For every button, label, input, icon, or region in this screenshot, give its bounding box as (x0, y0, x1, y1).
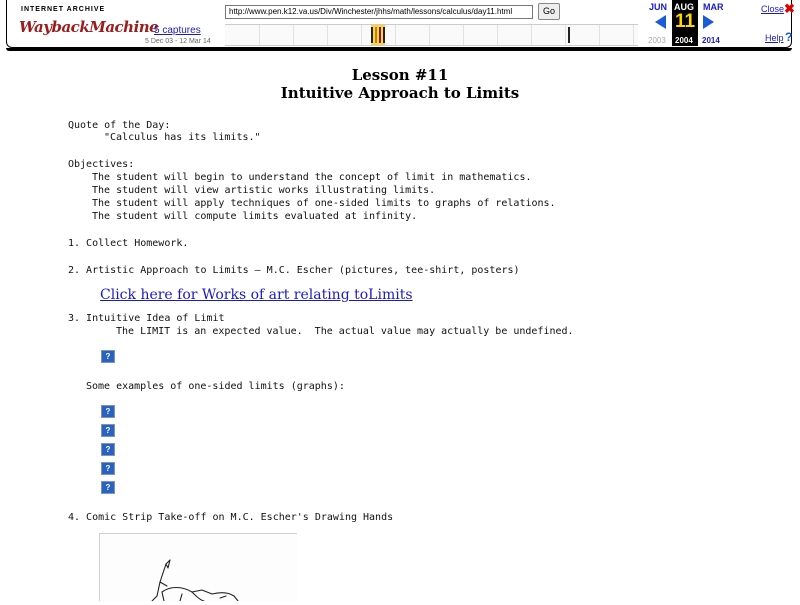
prev-capture-arrow-icon[interactable] (655, 15, 666, 29)
step-artistic-approach: 2. Artistic Approach to Limits — M.C. Escher (pictures, tee-shirt, posters) (68, 265, 520, 276)
broken-image-icon: ? (101, 443, 115, 456)
broken-image-icon: ? (101, 424, 115, 437)
current-month-label: AUG (674, 2, 694, 12)
wayback-logo[interactable] (19, 6, 159, 38)
objective-item: The student will apply techniques of one-sided limits to graphs of relations. (92, 198, 556, 209)
internet-archive-label: INTERNET ARCHIVE (21, 6, 106, 13)
works-of-art-link[interactable]: Click here for Works of art relating toLimits (100, 287, 413, 303)
wayback-machine-logo-text: WaybackMachine (19, 18, 159, 36)
timeline-capture[interactable] (568, 27, 570, 43)
objective-item: The student will compute limits evaluated at infinity. (92, 211, 418, 222)
broken-image-icon: ? (101, 481, 115, 494)
one-sided-examples-text: Some examples of one-sided limits (graphs): (86, 381, 345, 392)
prev-month-label[interactable]: JUN (649, 2, 668, 12)
step-intuitive-idea: 3. Intuitive Idea of Limit (68, 313, 225, 324)
timeline-capture[interactable] (371, 27, 373, 43)
help-link[interactable]: Help (765, 33, 784, 43)
broken-image-icon: ? (101, 405, 115, 418)
step-collect-homework: 1. Collect Homework. (68, 238, 189, 249)
broken-image-icon: ? (101, 350, 115, 363)
timeline-capture[interactable] (379, 27, 381, 43)
capture-timeline[interactable] (225, 24, 638, 46)
current-year-label: 2004 (675, 36, 693, 45)
capture-date-range: 5 Dec 03 - 12 Mar 14 (145, 38, 211, 45)
close-link[interactable]: Close (761, 4, 785, 14)
next-capture-arrow-icon[interactable] (703, 15, 714, 29)
objective-item: The student will begin to understand the concept of limit in mathematics. (92, 172, 532, 183)
go-button[interactable]: Go (538, 3, 560, 20)
limit-definition-text: The LIMIT is an expected value. The actual value may actually be undefined. (116, 326, 574, 337)
objective-item: The student will view artistic works illustrating limits. (92, 185, 436, 196)
hand-drawing-sketch (100, 534, 297, 601)
timeline-capture[interactable] (375, 27, 377, 43)
objectives-heading: Objectives: (68, 159, 135, 170)
drawing-hands-comic-image (99, 533, 297, 601)
lesson-topic-title: Intuitive Approach to Limits (280, 84, 520, 102)
next-month-label[interactable]: MAR (703, 2, 724, 12)
timeline-capture[interactable] (383, 27, 385, 43)
url-input[interactable]: http://www.pen.k12.va.us/Div/Winchester/jhhs/math/lessons/calculus/day11.html (225, 5, 533, 19)
lesson-number-title: Lesson #11 (351, 66, 449, 84)
step-comic-strip: 4. Comic Strip Take-off on M.C. Escher's Drawing Hands (68, 512, 394, 523)
current-day-label: 11 (674, 11, 696, 32)
help-icon[interactable]: ? (785, 30, 793, 44)
quote-text: "Calculus has its limits." (104, 132, 261, 143)
close-icon[interactable]: ✖ (784, 1, 795, 16)
next-year-label[interactable]: 2014 (702, 36, 720, 45)
prev-year-label: 2003 (648, 36, 666, 45)
captures-link[interactable]: 5 captures (154, 25, 201, 36)
quote-heading: Quote of the Day: (68, 120, 171, 131)
broken-image-icon: ? (101, 462, 115, 475)
wayback-toolbar (6, 0, 795, 48)
